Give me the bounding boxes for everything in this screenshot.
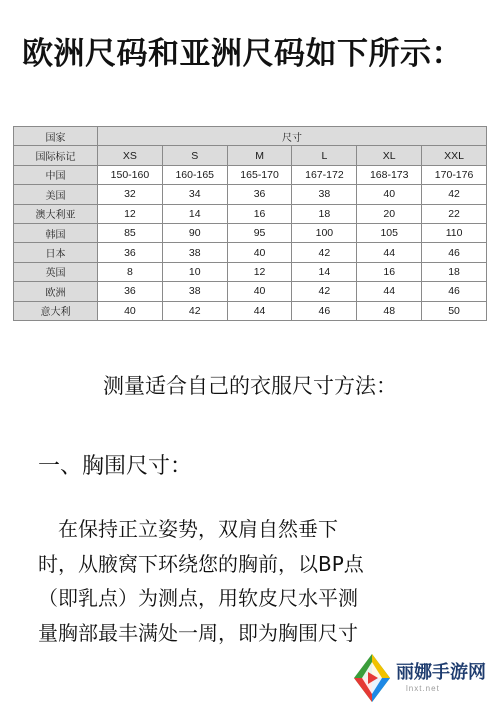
table-row <box>14 204 487 223</box>
size-label-cell: 国际标记 <box>14 146 98 165</box>
table-row <box>14 165 487 184</box>
value-cell: 50 <box>422 301 487 320</box>
size-cell: M <box>227 146 292 165</box>
value-cell: 12 <box>227 262 292 281</box>
value-cell: 44 <box>357 243 422 262</box>
country-header-cell: 国家 <box>14 127 98 146</box>
value-cell: 42 <box>162 301 227 320</box>
value-cell: 16 <box>227 204 292 223</box>
instruction-line: 量胸部最丰满处一周，即为胸围尺寸 <box>38 620 358 645</box>
value-cell: 10 <box>162 262 227 281</box>
table-row <box>14 262 487 281</box>
country-cell: 意大利 <box>14 301 98 320</box>
value-cell: 36 <box>98 282 163 301</box>
value-cell: 48 <box>357 301 422 320</box>
value-cell: 100 <box>292 223 357 242</box>
value-cell: 14 <box>292 262 357 281</box>
value-cell: 22 <box>422 204 487 223</box>
table-row <box>14 223 487 242</box>
value-cell: 167-172 <box>292 165 357 184</box>
value-cell: 18 <box>292 204 357 223</box>
value-cell: 12 <box>98 204 163 223</box>
table-row <box>14 243 487 262</box>
value-cell: 44 <box>227 301 292 320</box>
instruction-line: 在保持正立姿势，双肩自然垂下 <box>38 517 338 541</box>
size-cell: XL <box>357 146 422 165</box>
value-cell: 42 <box>422 185 487 204</box>
value-cell: 165-170 <box>227 165 292 184</box>
value-cell: 40 <box>227 282 292 301</box>
table-row <box>14 185 487 204</box>
size-cell: L <box>292 146 357 165</box>
value-cell: 8 <box>98 262 163 281</box>
value-cell: 95 <box>227 223 292 242</box>
value-cell: 40 <box>98 301 163 320</box>
value-cell: 160-165 <box>162 165 227 184</box>
chest-instructions <box>38 512 478 650</box>
value-cell: 36 <box>227 185 292 204</box>
size-cell: XS <box>98 146 163 165</box>
colorful-diamond-logo-icon <box>350 652 394 704</box>
value-cell: 150-160 <box>98 165 163 184</box>
country-cell: 日本 <box>14 243 98 262</box>
table-row <box>14 301 487 320</box>
country-cell: 中国 <box>14 165 98 184</box>
value-cell: 42 <box>292 282 357 301</box>
value-cell: 110 <box>422 223 487 242</box>
value-cell: 46 <box>292 301 357 320</box>
value-cell: 85 <box>98 223 163 242</box>
value-cell: 34 <box>162 185 227 204</box>
value-cell: 170-176 <box>422 165 487 184</box>
value-cell: 40 <box>227 243 292 262</box>
value-cell: 32 <box>98 185 163 204</box>
value-cell: 46 <box>422 282 487 301</box>
watermark-url: lnxt.net <box>406 684 440 693</box>
value-cell: 38 <box>162 282 227 301</box>
value-cell: 90 <box>162 223 227 242</box>
value-cell: 38 <box>292 185 357 204</box>
site-watermark <box>350 652 498 704</box>
country-cell: 韩国 <box>14 223 98 242</box>
value-cell: 16 <box>357 262 422 281</box>
value-cell: 18 <box>422 262 487 281</box>
size-cell: XXL <box>422 146 487 165</box>
size-conversion-table <box>13 126 487 321</box>
size-label-row <box>14 146 487 165</box>
size-cell: S <box>162 146 227 165</box>
value-cell: 168-173 <box>357 165 422 184</box>
watermark-site-name: 丽娜手游网 <box>396 662 486 683</box>
table-row <box>14 282 487 301</box>
country-cell: 英国 <box>14 262 98 281</box>
value-cell: 40 <box>357 185 422 204</box>
value-cell: 38 <box>162 243 227 262</box>
country-cell: 澳大利亚 <box>14 204 98 223</box>
country-cell: 欧洲 <box>14 282 98 301</box>
chest-section-title: 一、胸围尺寸： <box>38 454 193 479</box>
instruction-line: 时，从腋窝下环绕您的胸前，以BP点 <box>38 551 364 576</box>
value-cell: 105 <box>357 223 422 242</box>
value-cell: 20 <box>357 204 422 223</box>
value-cell: 42 <box>292 243 357 262</box>
size-header-cell: 尺寸 <box>98 127 487 146</box>
value-cell: 44 <box>357 282 422 301</box>
country-cell: 美国 <box>14 185 98 204</box>
instruction-line: （即乳点）为测点，用软皮尺水平测 <box>38 586 358 610</box>
page-headline: 欧洲尺码和亚洲尺码如下所示： <box>22 36 463 72</box>
value-cell: 46 <box>422 243 487 262</box>
value-cell: 36 <box>98 243 163 262</box>
table-header-row <box>14 127 487 146</box>
value-cell: 14 <box>162 204 227 223</box>
measurement-method-subheading: 测量适合自己的衣服尺寸方法： <box>103 374 397 398</box>
